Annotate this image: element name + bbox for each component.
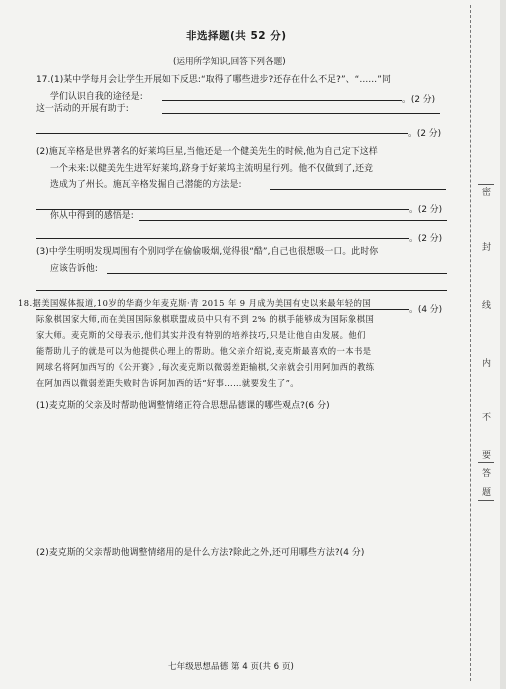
section-title: 非选择题(共 52 分) xyxy=(186,30,287,42)
q17-part2-line2: 一个未来:以健美先生进军好莱坞,跻身于好莱坞主流明星行列。他不仅做到了,还竞 xyxy=(50,164,374,174)
answer-area[interactable] xyxy=(36,562,446,652)
answer-line[interactable] xyxy=(36,309,409,310)
binding-char: 要 xyxy=(482,451,492,461)
q17-part2-line1: (2)施瓦辛格是世界著名的好莱坞巨星,当他还是一个健美先生的时候,他为自己定下这样 xyxy=(36,147,378,157)
score-label: 。(4 分) xyxy=(409,305,443,315)
binding-char: 题 xyxy=(482,488,492,498)
q18-passage-line1: 18.据美国媒体报道,10岁的华裔少年麦克斯·青 2015 年 9 月成为美国有史以来最年轻的国 xyxy=(18,298,372,308)
binding-rule xyxy=(478,500,494,501)
q18-passage-line4: 能帮助儿子的就是可以为他提供心理上的帮助。他父亲介绍说,麦克斯最喜欢的一本书是 xyxy=(36,346,372,356)
answer-line[interactable] xyxy=(107,273,447,274)
q18-passage-line3: 家大师。麦克斯的父母表示,他们其实并没有特别的培养技巧,只是让他自由发展。他们 xyxy=(36,330,366,340)
q18-passage-line6: 在阿加西以微弱差距失败时告诉阿加西的话“好事……就要发生了”。 xyxy=(36,378,300,388)
binding-char: 线 xyxy=(482,301,492,311)
answer-line[interactable] xyxy=(36,290,447,291)
page-footer: 七年级思想品德 第 4 页(共 6 页) xyxy=(168,662,294,672)
scan-edge xyxy=(500,0,506,689)
score-label: 。(2 分) xyxy=(409,205,443,215)
q17-part3-line1: (3)中学生明明发现周围有个别同学在偷偷吸烟,觉得很“酷”,自己也很想吸一口。此时你 xyxy=(36,247,379,257)
score-label: 。(2 分) xyxy=(409,234,443,244)
q17-part1-line1: 17.(1)某中学每月会让学生开展如下反思:“取得了哪些进步?还存在什么不足?”、“……”同 xyxy=(36,75,391,85)
score-label: 。(2 分) xyxy=(402,95,436,105)
q18-passage-line5: 网球名将阿加西写的《公开赛》,每次麦克斯以微弱差距输棋,父亲就会引用阿加西的教练 xyxy=(36,362,375,372)
q18-question1: (1)麦克斯的父亲及时帮助他调整情绪正符合思想品德课的哪些观点?(6 分) xyxy=(36,401,330,411)
q18-passage-line2: 际象棋国家大师,而在美国国际象棋联盟成员中只有不到 2% 的棋手能够成为国际象棋国 xyxy=(36,314,375,324)
binding-char: 封 xyxy=(482,243,492,253)
score-label: 。(2 分) xyxy=(408,129,442,139)
binding-char: 密 xyxy=(482,188,492,198)
binding-char: 答 xyxy=(482,469,492,479)
binding-char: 内 xyxy=(482,359,492,369)
q18-question2: (2)麦克斯的父亲帮助他调整情绪用的是什么方法?除此之外,还可用哪些方法?(4 分) xyxy=(36,548,365,558)
q17-part1-line3: 这一活动的开展有助于: xyxy=(36,104,129,114)
binding-rule xyxy=(478,462,494,463)
answer-line[interactable] xyxy=(162,113,440,114)
binding-margin-line xyxy=(470,5,471,681)
q17-part2-line3: 选成为了州长。施瓦辛格发掘自己潜能的方法是: xyxy=(50,180,242,190)
binding-char: 不 xyxy=(482,413,492,423)
answer-line[interactable] xyxy=(36,133,408,134)
q17-part3-line2: 应该告诉他: xyxy=(50,264,98,274)
answer-line[interactable] xyxy=(162,100,402,101)
answer-area[interactable] xyxy=(36,414,446,544)
q17-part1-line2: 学们认识自我的途径是: xyxy=(50,92,143,102)
q17-part2-line4: 你从中得到的感悟是: xyxy=(50,211,134,221)
answer-line[interactable] xyxy=(139,220,447,221)
answer-line[interactable] xyxy=(36,238,409,239)
instruction-text: (运用所学知识,回答下列各题) xyxy=(173,57,286,67)
answer-line[interactable] xyxy=(270,189,446,190)
